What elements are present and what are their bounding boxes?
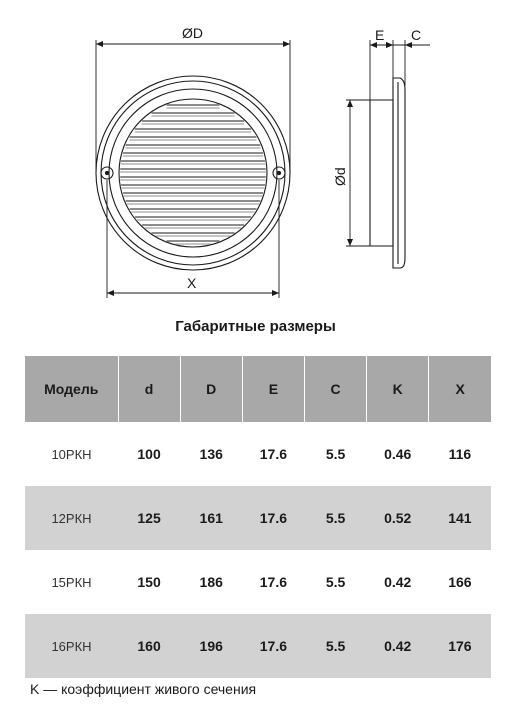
column-header: K [367, 356, 429, 422]
table-cell: 15РКН [51, 574, 92, 590]
column-header: E [242, 356, 304, 422]
label-d: Ød [332, 167, 348, 186]
table-row [25, 614, 491, 678]
label-D: ØD [182, 25, 203, 41]
table-cell: 12РКН [25, 486, 118, 550]
table-cell: 0.52 [367, 486, 429, 550]
table-cell: 5.5 [304, 614, 366, 678]
section-title: Габаритные размеры [175, 318, 336, 335]
table-cell: 0.42 [367, 614, 429, 678]
column-header: X [429, 356, 491, 422]
dimensions-table [25, 356, 491, 678]
table-cell: 5.5 [325, 446, 346, 462]
column-header: d [118, 356, 180, 422]
table-cell: 0.42 [384, 574, 412, 590]
table-header-row [25, 356, 491, 422]
table-cell: 5.5 [325, 574, 346, 590]
table-cell: 10РКН [51, 446, 92, 462]
table-cell: 186 [199, 574, 223, 590]
technical-drawing [0, 0, 511, 310]
table-cell: 17.6 [242, 486, 304, 550]
table-row [25, 422, 491, 486]
table-cell: 176 [429, 614, 491, 678]
table-cell: 166 [448, 574, 472, 590]
table-row [25, 486, 491, 550]
column-header: D [180, 356, 242, 422]
label-X: X [187, 275, 197, 291]
table-cell: 150 [137, 574, 161, 590]
table-cell: 196 [180, 614, 242, 678]
label-C: C [411, 27, 422, 43]
table-cell: 161 [180, 486, 242, 550]
louver-grill [120, 105, 266, 244]
table-cell: 17.6 [259, 574, 288, 590]
table-cell: 100 [137, 446, 161, 462]
label-E: E [375, 27, 385, 43]
table-cell: 136 [199, 446, 223, 462]
table-cell: 141 [429, 486, 491, 550]
table-cell: 16РКН [25, 614, 118, 678]
table-cell: 17.6 [259, 446, 288, 462]
footnote: K — коэффициент живого сечения [30, 681, 257, 697]
column-header: Модель [25, 356, 118, 422]
table-cell: 160 [118, 614, 180, 678]
table-cell: 5.5 [304, 486, 366, 550]
column-header: C [304, 356, 366, 422]
table-cell: 125 [118, 486, 180, 550]
table-cell: 116 [448, 446, 472, 462]
side-view [346, 40, 430, 268]
table-cell: 17.6 [242, 614, 304, 678]
table-row [25, 550, 491, 614]
table-cell: 0.46 [384, 446, 412, 462]
